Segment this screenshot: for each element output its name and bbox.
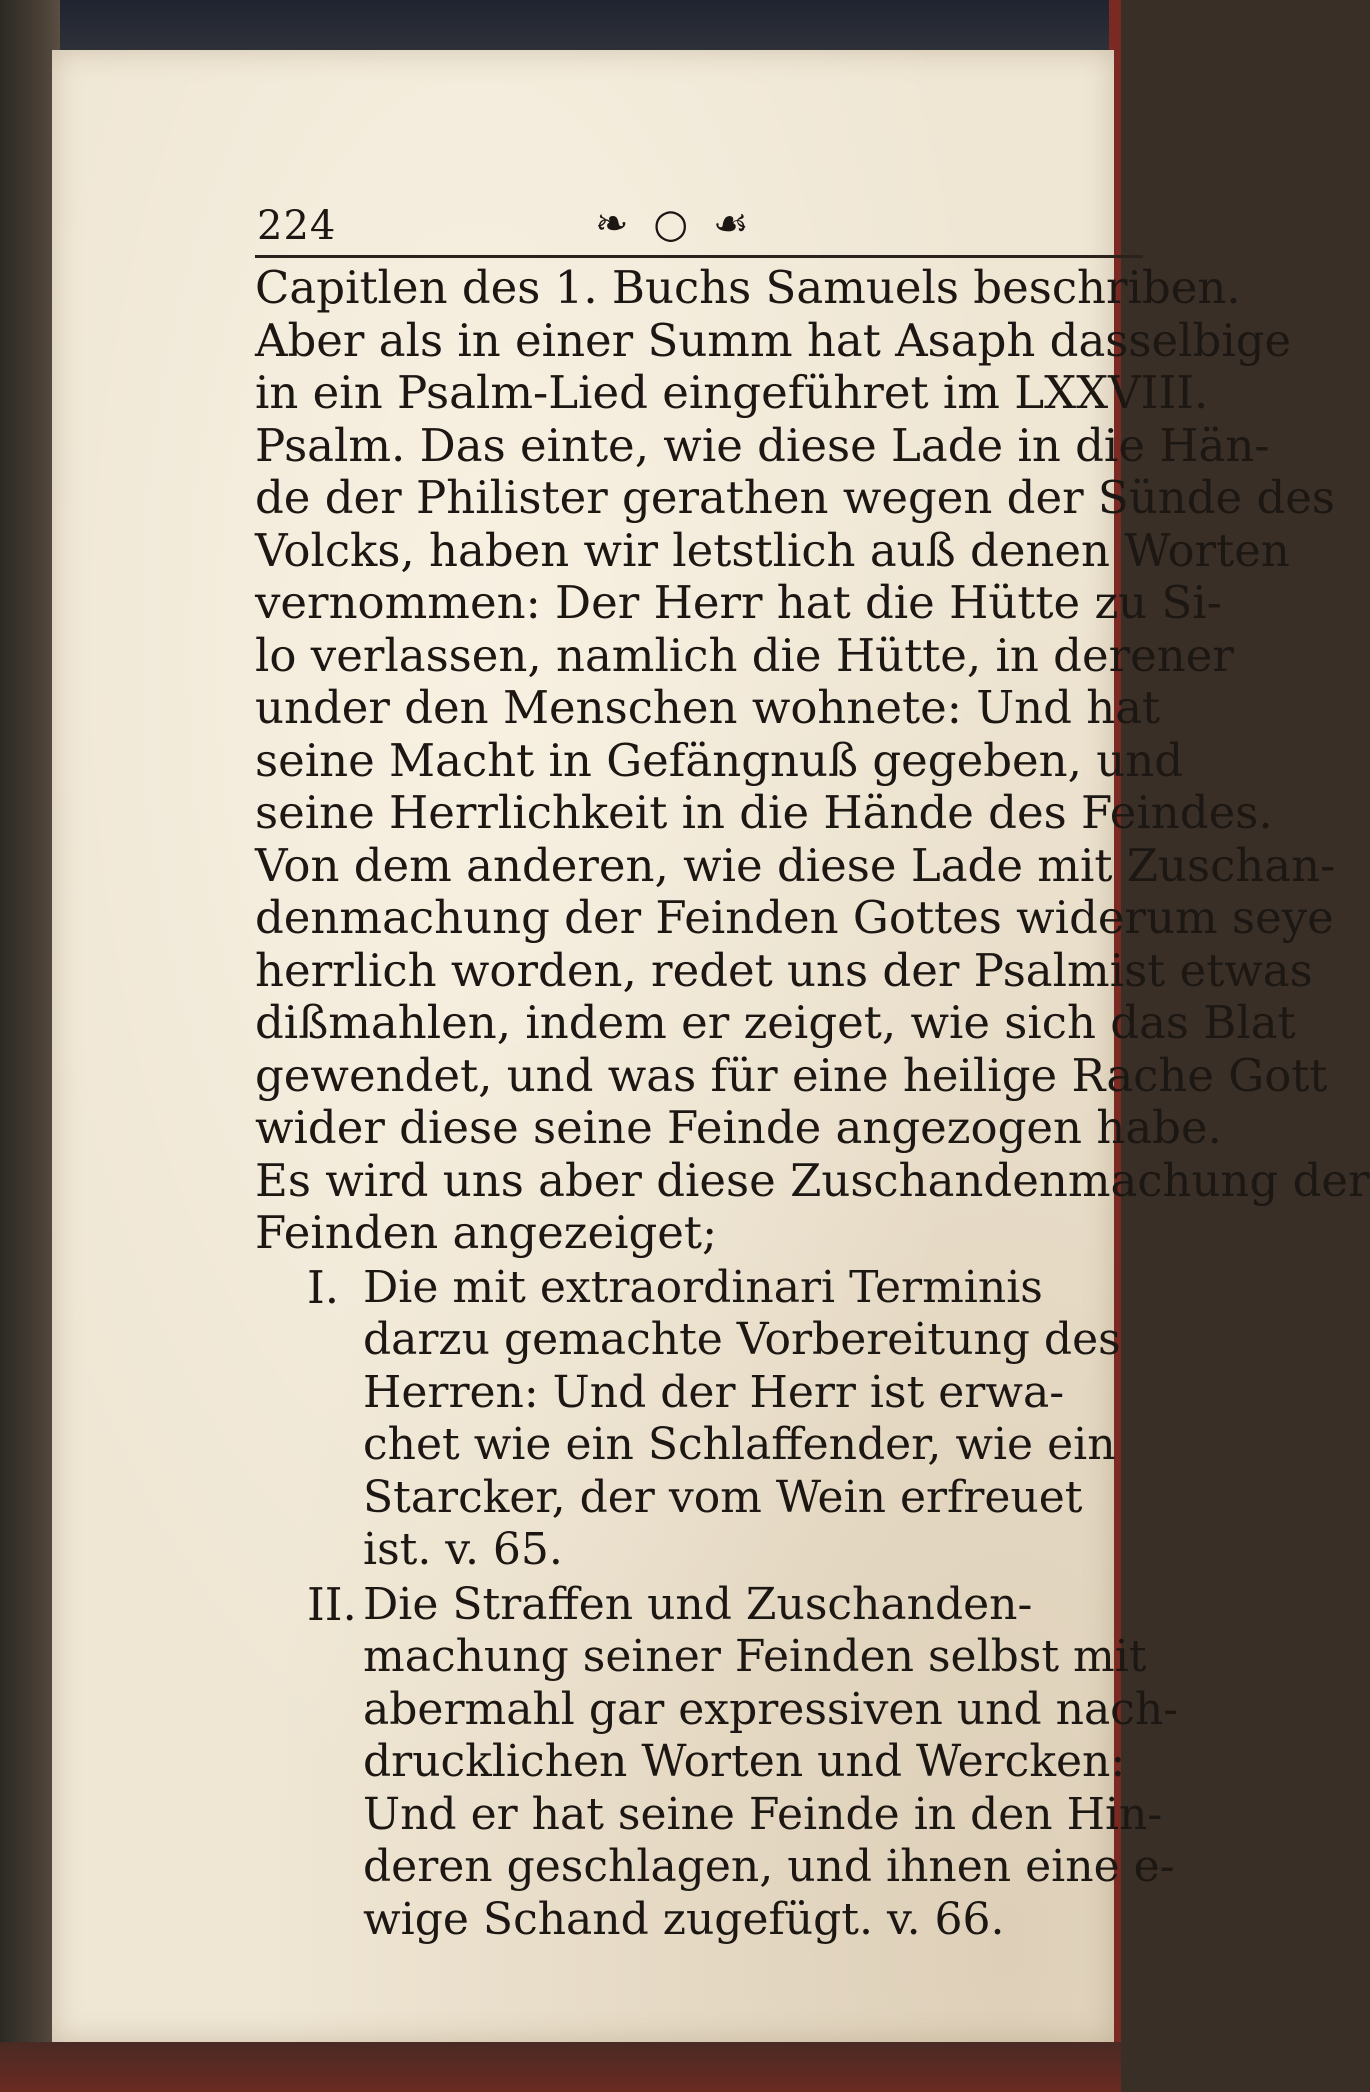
text-line: de der Philister gerathen wegen der Sünde des (255, 471, 1335, 524)
text-line: seine Herrlichkeit in die Hände des Feindes. (255, 786, 1273, 839)
text-line: denmachung der Feinden Gottes widerum seye (255, 891, 1334, 944)
text-line: Die mit extraordinari Terminis (363, 1261, 1043, 1313)
item-text (363, 1262, 1143, 1577)
text-line: wige Schand zugefügt. v. 66. (363, 1893, 1005, 1945)
text-line: Psalm. Das einte, wie diese Lade in die Hän- (255, 418, 1270, 472)
text-line: Herren: Und der Herr ist erwa- (363, 1366, 1065, 1418)
text-line: under den Menschen wohnete: Und hat (255, 681, 1161, 734)
running-header (255, 200, 1143, 260)
page-number: 224 (257, 203, 337, 249)
list-item (255, 1262, 1143, 1577)
text-line: abermahl gar expressiven und nach- (363, 1683, 1179, 1735)
text-line: chet wie ein Schlaffender, wie ein (363, 1419, 1116, 1470)
header-ornament: ❧ ○ ☙ (595, 201, 755, 247)
text-line: herrlich worden, redet uns der Psalmist etwas (255, 943, 1313, 997)
text-line: Die Straffen und Zuschanden- (363, 1578, 1033, 1630)
text-line: vernommen: Der Herr hat die Hütte zu Si- (255, 576, 1222, 629)
book-page (52, 50, 1370, 2042)
text-line: darzu gemachte Vorbereitung des (363, 1314, 1121, 1365)
text-line: dißmahlen, indem er zeiget, wie sich das Blat (255, 996, 1296, 1049)
body-paragraph (255, 261, 1370, 1260)
text-line: wider diese seine Feinde angezogen habe. (255, 1101, 1222, 1154)
scan-background-top (0, 0, 1121, 52)
scan-background-bottom (0, 2042, 1121, 2092)
text-line: Volcks, haben wir letstlich auß denen Worten (255, 523, 1290, 577)
text-line: gewendet, und was für eine heilige Rache Gott (255, 1048, 1328, 1102)
item-text (363, 1578, 1179, 1947)
header-rule (255, 255, 1143, 258)
page-content (255, 200, 1370, 1946)
text-line: Capitlen des 1. Buchs Samuels beschriben. (255, 261, 1241, 314)
text-line: drucklichen Worten und Wercken: (363, 1736, 1126, 1787)
list-item (255, 1577, 1179, 1947)
text-line: Aber als in einer Summ hat Asaph dasselbige (255, 313, 1292, 367)
text-line: seine Macht in Gefängnuß gegeben, und (255, 733, 1184, 787)
text-line: ist. v. 65. (363, 1524, 563, 1575)
text-line: Und er hat seine Feinde in den Hin- (363, 1788, 1163, 1840)
text-line: Von dem anderen, wie diese Lade mit Zuschan- (255, 838, 1336, 892)
text-line: deren geschlagen, und ihnen eine e- (363, 1841, 1175, 1892)
item-numeral: I. (307, 1260, 340, 1314)
text-line: in ein Psalm-Lied eingeführet im LXXVIII. (255, 366, 1209, 419)
text-line: lo verlassen, namlich die Hütte, in derener (255, 628, 1234, 682)
text-line: Es wird uns aber diese Zuschandenmachung der (255, 1153, 1370, 1207)
text-line: Feinden angezeiget; (255, 1206, 718, 1259)
scan-background-left (0, 0, 60, 2092)
text-line: Starcker, der vom Wein erfreuet (363, 1471, 1083, 1523)
text-line: machung seiner Feinden selbst mit (363, 1631, 1147, 1682)
numbered-list (255, 1260, 1179, 1947)
item-numeral: II. (307, 1577, 357, 1631)
